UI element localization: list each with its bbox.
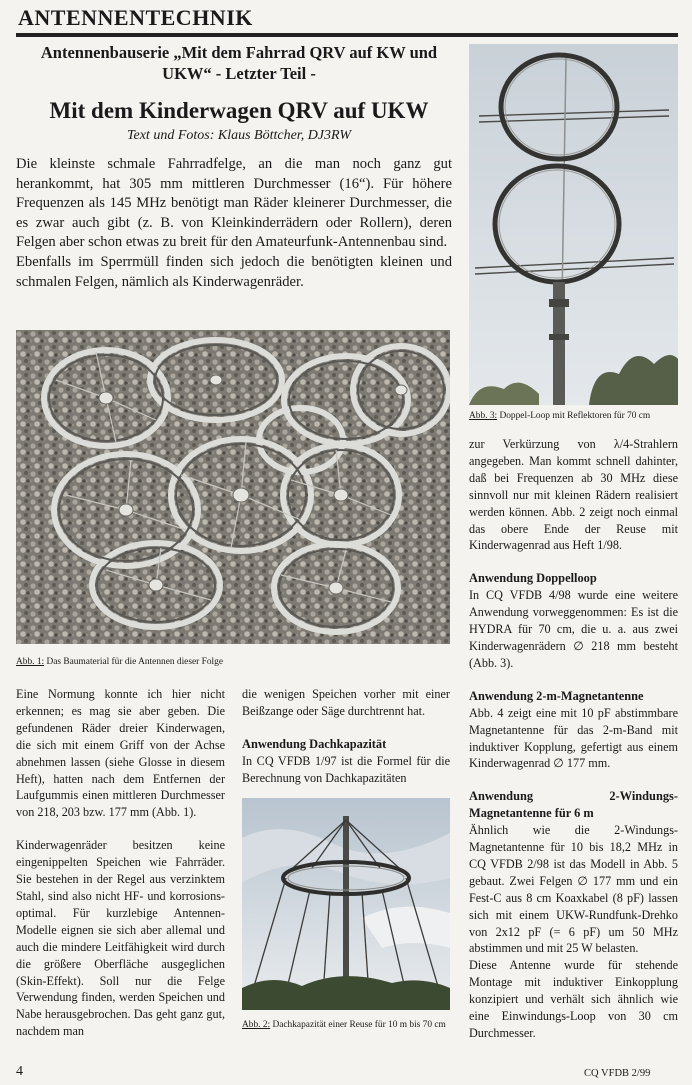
- figure-3-label: Abb. 3:: [469, 411, 498, 421]
- text-column-2: [242, 686, 450, 803]
- figure-1-label: Abb. 1:: [16, 657, 45, 667]
- body-paragraph: Ähnlich wie die 2-Windungs-Magnetantenne für 10 bis 18,2 MHz in CQ VFDB 2/98 ist das Modell in Abb. 5 gebaut. Zwei Felgen ∅ 177 mm und ein Fest-C aus 8 cm Koaxkabel (8 pF) lassen sich mit einem UKW-Rundfunk-Drehko von 2x12 pF (= 6 pF) um 50 MHz abstimmen und mit 25 W belasten.: [469, 823, 678, 956]
- subheading-2m-magnetantenne: Anwendung 2-m-Magnetantenne: [469, 688, 644, 703]
- series-title: Antennenbauserie „Mit dem Fahrrad QRV auf KW und UKW“ - Letzter Teil -: [40, 43, 438, 83]
- body-paragraph: zur Verkürzung von λ/4-Strahlern angegeben. Man kommt schnell dahinter, daß bei Frequenzen ab 30 MHz diese sinnvoll nur mit kleinen Rädern realisiert werden können. Abb. 2 zeigt noch einmal das obere Ende der Reuse mit Kinderwagenrad aus Heft 1/98.: [469, 437, 678, 553]
- intro-paragraph: Die kleinste schmale Fahrradfelge, an die man noch ganz gut herankommt, hat 305 mm mittleren Durchmesser (16“). Für höhere Frequenzen als 145 MHz benötigt man Räder kleinerer Durchmesser, die es zwar auch gibt (z. B. von Kleinkinderrädern oder Rollern), deren Felgen aber schon etwas zu breit für den Amateurfunk-Antennenbau sind.: [16, 156, 452, 251]
- journal-issue: CQ VFDB 2/99: [584, 1068, 651, 1079]
- figure-1-wheels-photo: [16, 330, 450, 644]
- subheading-2-windungs-magnetantenne: Anwendung 2-Windungs-Magnetantenne für 6 m: [469, 789, 678, 821]
- body-paragraph: In CQ VFDB 4/98 wurde eine weitere Anwendung vorweggenommen: Es ist die HYDRA für 70 cm, die u. a. aus zwei Kinderwagenrädern ∅ 218 mm besteht (Abb. 3).: [469, 588, 678, 670]
- article-title: Mit dem Kinderwagen QRV auf UKW: [49, 98, 429, 123]
- subheading-doppelloop: Anwendung Doppelloop: [469, 571, 597, 586]
- text-column-1: [16, 686, 225, 1056]
- body-paragraph: Eine Normung konnte ich hier nicht erkennen; es mag sie aber geben. Die gefundenen Räder dreier Kinderwagen, die sich mit einem Griff von der Achse abnehmen lassen (siehe Glosse in diesem Heft), hatten nach dem Entfernen der Laufgummis einen mittleren Durchmesser von 218, 203 bzw. 177 mm (Abb. 1).: [16, 687, 225, 820]
- subheading-dachkapazitaet: Anwendung Dachkapazität: [242, 736, 387, 751]
- figure-2-caption: [242, 1019, 450, 1031]
- body-paragraph: Abb. 4 zeigt eine mit 10 pF abstimmbare Magnetantenne für das 2-m-Band mit induktiver Kopplung, gefertigt aus einem Kinderwagenrad ∅ 177 mm.: [469, 705, 678, 771]
- byline: Text und Fotos: Klaus Böttcher, DJ3RW: [127, 128, 351, 143]
- figure-1-caption-text: Das Baumaterial für die Antennen dieser Folge: [46, 657, 223, 667]
- text-column-3: [469, 436, 678, 1058]
- figure-3-double-loop-photo: [469, 44, 678, 405]
- figure-3-caption-text: Doppel-Loop mit Reflektoren für 70 cm: [499, 411, 651, 421]
- section-header: ANTENNENTECHNIK: [18, 5, 253, 30]
- figure-3-caption: [469, 410, 678, 422]
- figure-2-top-capacitance-photo: [242, 798, 450, 1010]
- figure-2-label: Abb. 2:: [242, 1020, 271, 1030]
- intro-paragraph: Ebenfalls im Sperrmüll finden sich jedoch die benötigten kleinen und schmalen Felgen, nämlich als Kinderwagenräder.: [16, 253, 452, 290]
- intro-text: [16, 155, 452, 292]
- body-paragraph: die wenigen Speichen vorher mit einer Beißzange oder Säge durchtrennt hat.: [242, 687, 450, 718]
- body-paragraph: In CQ VFDB 1/97 ist die Formel für die Berechnung von Dachkapazitäten: [242, 753, 450, 785]
- body-paragraph: Kinderwagenräder besitzen keine eingenippelten Speichen wie Fahrräder. Sie bestehen in der Regel aus verzinktem Stahl, sind also nicht HF- und korrosions-optimal. Für kurzlebige Antennen-Modelle eignen sie sich aber allemal und auch die mindere Leitfähigkeit wird durch die größere Oberfläche ausgeglichen (Skin-Effekt). Soll nur die Felge Verwendung finden, werden Speichen und Nabe herausgebrochen. Das geht ganz gut, nachdem man: [16, 838, 225, 1039]
- body-paragraph: Diese Antenne wurde für stehende Montage mit induktiver Einkopplung konzipiert und verhält sich ähnlich wie eine Einwindungs-Loop von 30 cm Durchmesser.: [469, 958, 678, 1040]
- page-number: 4: [16, 1064, 23, 1079]
- figure-2-caption-text: Dachkapazität einer Reuse für 10 m bis 70 cm: [272, 1020, 446, 1030]
- section-rule: [16, 33, 678, 37]
- figure-1-caption: [16, 656, 450, 668]
